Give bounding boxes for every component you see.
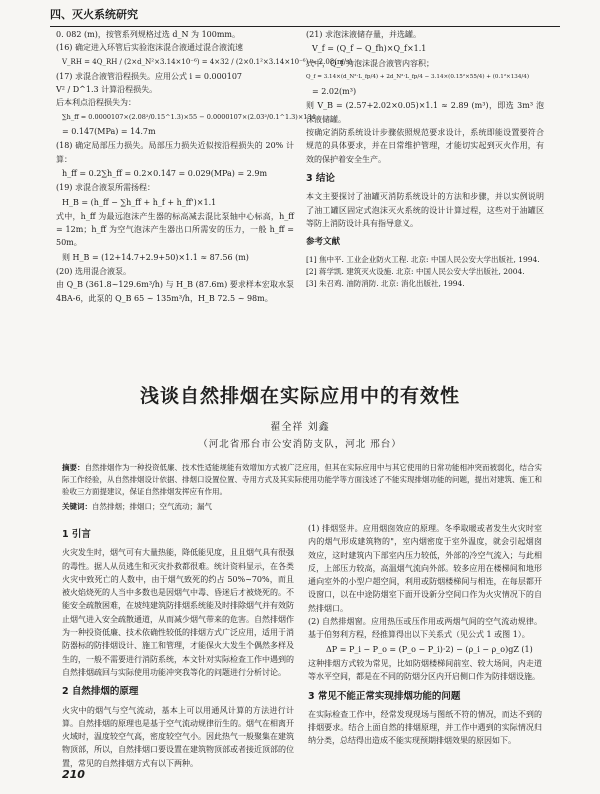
paragraph: 则 V_B = (2.57+2.02×0.05)×1.1 ≈ 2.89 (m³)，即选 3m³ 泡沫液储罐。	[306, 101, 544, 124]
paragraph: 0. 082 (m)，按管系列规格过选 d_N 为 100mm。	[56, 30, 241, 39]
paragraph: (20) 选用混合液泵。	[56, 267, 131, 277]
paragraph: 这种排烟方式较为常见，比如防烟楼梯间前室、较大场间，内走道等水平空间，都是在不同的防烟分区内开启侧口作为防排烟设施。	[308, 658, 542, 682]
formula: h_ff = 0.2∑h_ff = 0.2×0.147 = 0.029(MPa) = 2.9m	[62, 168, 268, 178]
section-heading: 1 引言	[62, 529, 91, 540]
reference-item: [3] 朱召鸡. 油防消防. 北京: 消化出版社, 1994.	[306, 279, 465, 289]
formula: 则 H_B = (12+14.7+2.9+50)×1.1 ≈ 87.56 (m)	[62, 252, 249, 262]
page-number: 210	[62, 768, 85, 781]
paragraph: 式中，h_ff 为最远泡沫产生器的标高减去混比泵轴中心标高，h_ff = 12m；h_ff 为空气泡沫产生器出口所需安的压力，一般 h_ff = 50m。	[56, 211, 294, 248]
paragraph: (21) 求泡沫液储存量，并选罐。	[306, 30, 421, 39]
abstract-text: 自然排烟作为一种投资低廉、技术性适能规能有效增加方式被广泛应用，但其在实际应用中与其它使用的日常功能相冲突而被弱化，结合实际工作经验，从自然排烟设计依据、排烟口设置位置、寺用方式及其实际使用功能学等方面浅述了不能实现排烟功能的问题，提出对建筑、施工和验收三方面提建议，保证自然排烟发挥应有作用。	[62, 463, 542, 496]
formula: V_RH = 4Q_RH / (2×d_N²×3.14×10⁻⁶) = 4×32 / (2×0.1²×3.14×10⁻⁶) ≈ 2.08(m/s)	[62, 57, 353, 66]
paragraph: (19) 求混合液泵所需扬程：	[56, 183, 155, 193]
formula: H_B = (h_ff − ∑h_ff + h_f + h_ff')×1.1	[62, 197, 217, 207]
formula: = 0.147(MPa) = 14.7m	[62, 127, 156, 137]
section-heading: 2 自然排烟的原理	[62, 686, 139, 698]
formula: ∑h_ff = 0.0000107×(2.08²/0.15^1.3)×55 − 0.0000107×(2.03²/0.1^1.3)×134	[62, 112, 316, 121]
paragraph: 火灾中的烟气与空气流动，基本上可以用通风计算的方法进行计算。自然排烟的原理也是基于空气流动规律衍生的。烟气在相离开火域时，温度较空气高，密度较空气小。因此热气一般聚集在建筑物顶部，所以，自然排烟口要设置在建筑物顶部或者接近顶部的位置，常见的自然排烟方式有以下两种。	[62, 705, 294, 768]
paragraph: 由 Q_B (361.8~129.6m³/h) 与 H_B (87.6m) 要求样本宏取水泵 4BA-6，此泵的 Q_B 65 ~ 135m³/h，H_B 72.5 ~ 98m。	[56, 280, 294, 303]
paragraph: (18) 确定局部压力损失。局部压力损失近似按沿程损失的 20% 计算：	[56, 141, 294, 164]
running-header: 四、灭火系统研究	[50, 6, 560, 27]
formula: = 2.02(m³)	[312, 87, 357, 97]
section-heading: 3 常见不能正常实现排烟功能的问题	[308, 690, 461, 702]
abstract	[62, 462, 542, 498]
top-right-column	[306, 28, 544, 290]
abstract-label: 摘要：	[62, 463, 85, 472]
formula: Q_f = 3.14×(d_N²·L_fp/4) + 2d_N²·L_fp/4 − 3.14×(0.15²×55/4) + (0.1²×134/4)	[306, 73, 530, 80]
article-affiliation: （河北省邢台市公安消防支队，河北 邢台）	[198, 439, 402, 450]
section-heading: 3 结论	[306, 172, 335, 184]
paragraph: 后本利点沿程损失为：	[56, 98, 136, 108]
reference-item: [1] 焦中平. 工业企业防火工程. 北京: 中国人民公安大学出版社, 1994.	[306, 255, 540, 265]
paragraph: 式中，Q_f 为泡沫混合液管内容积；	[306, 58, 435, 68]
body-left-column	[62, 522, 294, 770]
formula: ΔP = P_i − P_o = (P_o − P_i)·2) − (ρ_i − ρ_o)gZ (1)	[326, 644, 533, 654]
paragraph: (1) 排烟竖井。应用烟囱效应的原理。冬季取暖或者发生火灾时室内的烟气形成建筑物的"，室内烟密度于室外温度，就会引起烟囱效应，这时建筑内下部室内压力较低，外部的冷空气流入；与此相反，上部压力较高，高温烟气流向外部。较多应用在楼梯间和地形通向室外的小型户超空间，利用或防烟楼梯间与相连，在每层都开设窗口，以在中途防烟室下面开设新分空间口作为火灾情况下的自然排烟口。	[308, 524, 542, 613]
formula: V_f = (Q_f − Q_fh)×Q_f×1.1	[312, 44, 427, 54]
paragraph: (16) 确定进入环管后实验泡沫混合液通过混合液流速	[56, 43, 243, 53]
keywords	[62, 501, 542, 512]
paragraph: (2) 自然排烟窗。应用热压或压作用或两烟气间的空气流动规律。基于伯努利方程，经推算得出以下关系式（见公式 1 或图 1）。	[308, 617, 542, 640]
paragraph: 火灾发生时，烟气可有大量热能，降低能见度，且且烟气具有很强的毒性。据人从员逃生和灭灾扑救都很难。统计资料显示，在各类火灾中致死亡的人数中，由于烟气致死的约占 50%~70%，而且被火焰烧死的人当中多数也是因烟气中毒、昏迷后才被烧死的。不能安全疏散困难，在坡纯建筑防排烟系统能及时排除烟气并有效防止烟气进入安全疏散通道，从而减少烟气带来的危害。自然排烟作为一种投资低廉、技术依确性较低的排烟方式广泛应用，适用于消防器标的防排烟设计、施工和管理，才能保火大发生个偶然多样及生的，一般不需要进行消防系统，本文针对实际检查工作中遇到的自然排烟疏回与实际使用功能冲突我等化的问题进行分析讨论。	[62, 548, 294, 677]
paragraph: 在实际检查工作中，经常发现现场与图纸不符的情况，而达不到的排烟要求。结合上面自然的排烟原理，并工作中遇到的实际情况归纳分类，总结得出造成不能实现预期排烟效果的原因如下。	[308, 709, 542, 746]
paragraph: V² / D^1.3 计算沿程损失。	[56, 85, 158, 95]
article-authors: 翟全祥 刘鑫	[270, 422, 330, 433]
references-heading: 参考文献	[306, 237, 341, 248]
keywords-label: 关键词：	[62, 502, 92, 511]
reference-item: [2] 蒋学凯. 建筑灭火设施. 北京: 中国人民公安大学出版社, 2004.	[306, 267, 525, 277]
paragraph: 本文主要探讨了油罐灭消防系统设计的方法和步骤，并以实例说明了油工罐区固定式泡沫灭火系统的设计计算过程，这些对于油罐区等防上消防设计具有指导意义。	[306, 192, 544, 228]
paragraph: 按确定消防系统设计步骤依照规范要求设计，系统即能设置要符合规范的具体要求，并在日常维护管理，才能切实起到灭火作用，有效的保护着安全生产。	[306, 128, 544, 164]
references-list	[306, 254, 544, 290]
body-right-column	[308, 522, 542, 748]
paragraph: (17) 求混合液管沿程损失。应用公式 i = 0.000107	[56, 71, 243, 81]
article-title: 浅谈自然排烟在实际应用中的有效性	[139, 385, 460, 407]
keywords-text: 自然排烟；排烟口；空气流动；漏气	[92, 502, 212, 511]
